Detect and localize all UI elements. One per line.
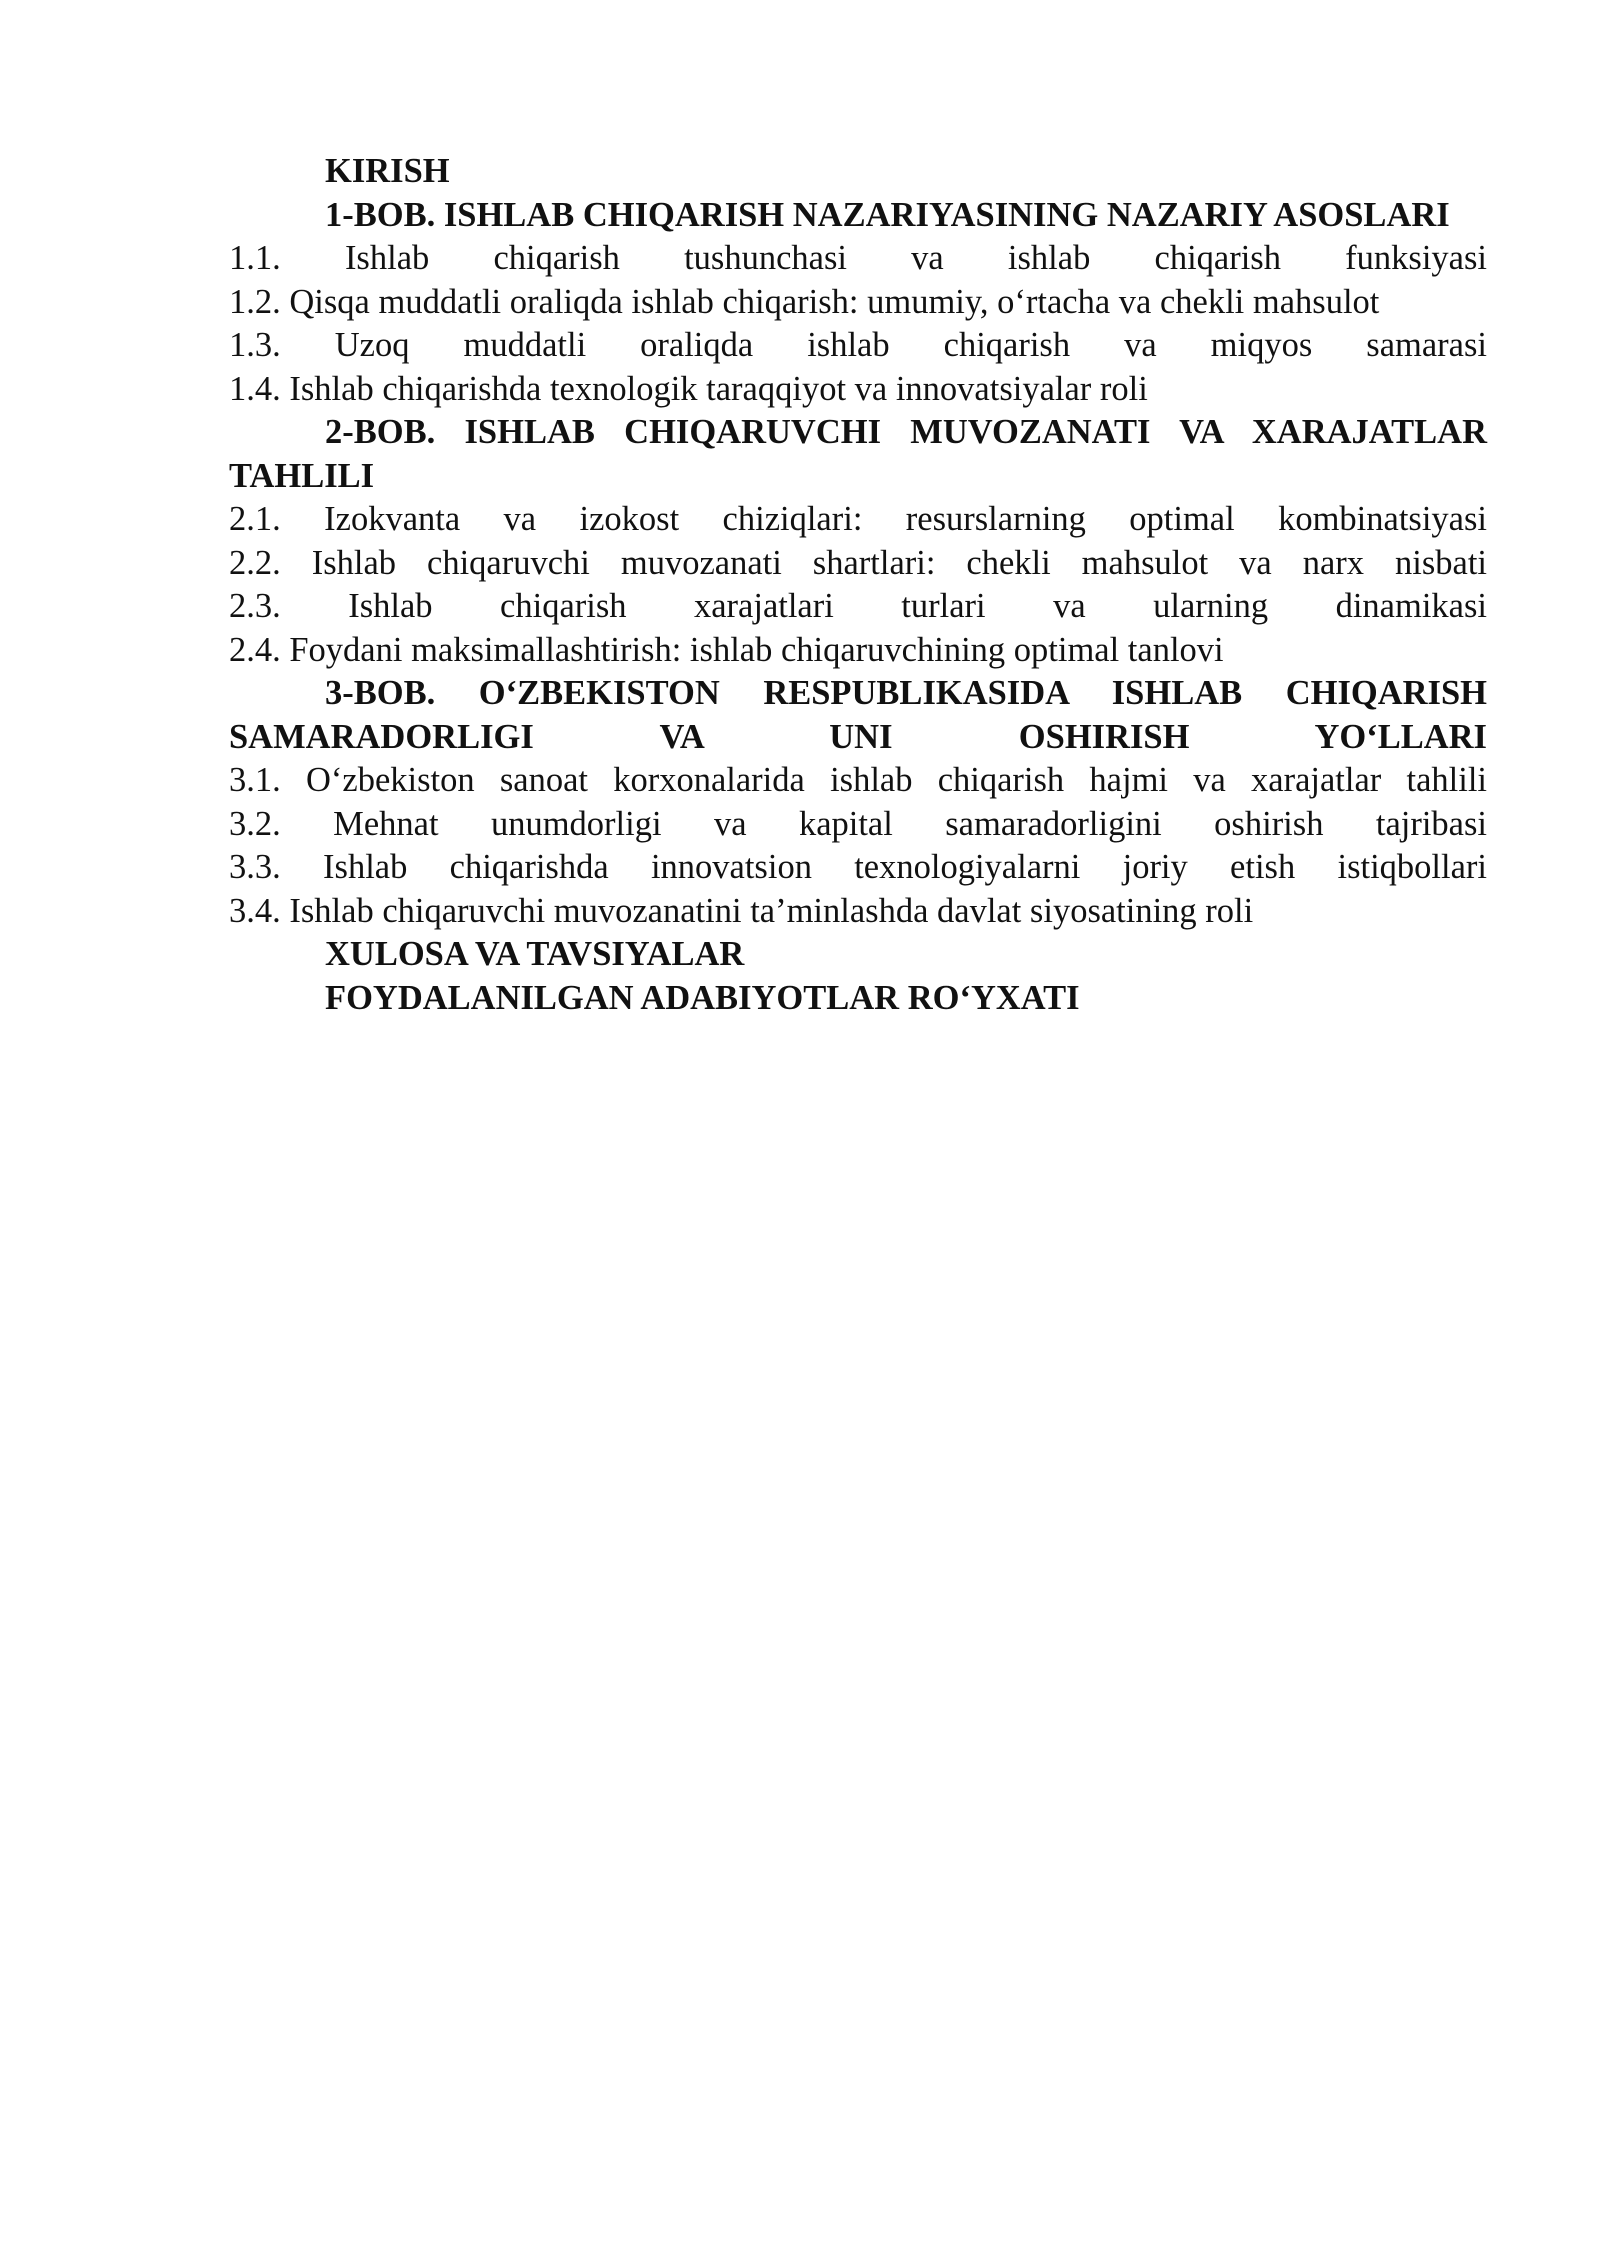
section-2-4: 2.4. Foydani maksimallashtirish: ishlab chiqaruvchining optimal tanlovi — [229, 630, 1224, 669]
section-1-1: 1.1. Ishlab chiqarish tushunchasi va ishlab chiqarish funksiyasi — [229, 239, 1487, 277]
section-2-2: 2.2. Ishlab chiqaruvchi muvozanati shartlari: chekli mahsulot va narx nisbati — [229, 543, 1487, 582]
section-3-4: 3.4. Ishlab chiqaruvchi muvozanatini ta’minlashda davlat siyosatining roli — [229, 891, 1254, 930]
section-2-3: 2.3. Ishlab chiqarish xarajatlari turlari va ularning dinamikasi — [229, 587, 1487, 625]
section-1-2: 1.2. Qisqa muddatli oraliqda ishlab chiqarish: umumiy, o‘rtacha va chekli mahsulot — [229, 282, 1380, 321]
section-3-3: 3.3. Ishlab chiqarishda innovatsion texnologiyalarni joriy etish istiqbollari — [229, 848, 1487, 886]
intro-heading: KIRISH — [325, 152, 450, 190]
conclusion-heading: XULOSA VA TAVSIYALAR — [325, 935, 745, 973]
section-2-1: 2.1. Izokvanta va izokost chiziqlari: resurslarning optimal kombinatsiyasi — [229, 500, 1487, 538]
section-3-2: 3.2. Mehnat unumdorligi va kapital samaradorligini oshirish tajribasi — [229, 804, 1487, 843]
section-1-4: 1.4. Ishlab chiqarishda texnologik taraqqiyot va innovatsiyalar roli — [229, 369, 1148, 408]
chapter-1-heading: 1-BOB. ISHLAB CHIQARISH NAZARIYASINING NAZARIY ASOSLARI — [325, 195, 1450, 234]
references-heading: FOYDALANILGAN ADABIYOTLAR RO‘YXATI — [325, 978, 1080, 1017]
section-3-1: 3.1. O‘zbekiston sanoat korxonalarida ishlab chiqarish hajmi va xarajatlar tahlili — [229, 761, 1487, 799]
chapter-2-heading: 2-BOB. ISHLAB CHIQARUVCHI MUVOZANATI VA XARAJATLAR TAHLILI — [229, 413, 1487, 495]
table-of-contents — [229, 150, 1487, 1020]
chapter-3-heading: 3-BOB. O‘ZBEKISTON RESPUBLIKASIDA ISHLAB CHIQARISH SAMARADORLIGI VA UNI OSHIRISH YO‘LLARI — [229, 674, 1487, 756]
section-1-3: 1.3. Uzoq muddatli oraliqda ishlab chiqarish va miqyos samarasi — [229, 326, 1487, 364]
